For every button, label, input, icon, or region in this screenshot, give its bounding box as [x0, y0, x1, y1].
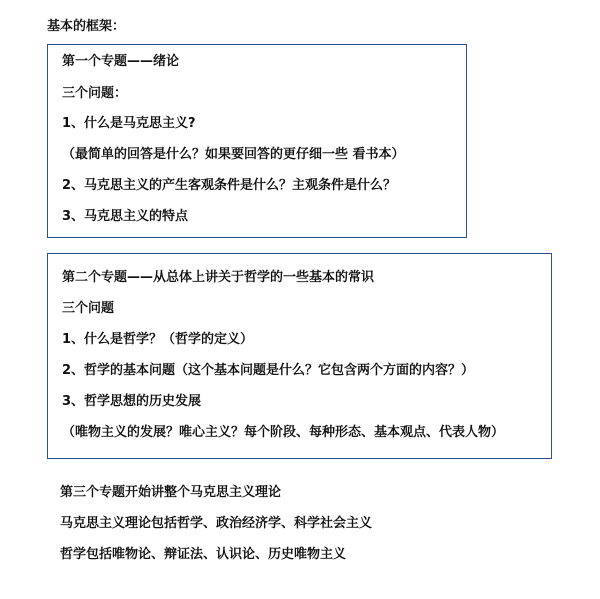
topic3-line-3: 哲学包括唯物论、辩证法、认识论、历史唯物主义: [60, 547, 347, 562]
topic3-line-1: 第三个专题开始讲整个马克思主义理论: [60, 485, 282, 500]
topic1-item-4: 3、马克思主义的特点: [62, 209, 189, 224]
topic2-item-2: 2、哲学的基本问题（这个基本问题是什么？它包含两个方面的内容？）: [62, 363, 475, 378]
topic2-subtitle: 三个问题: [62, 301, 115, 316]
topic3-line-2: 马克思主义理论包括哲学、政治经济学、科学社会主义: [60, 516, 373, 531]
topic1-item-2: （最简单的回答是什么？如果要回答的更仔细一些 看书本）: [62, 147, 405, 162]
topic1-item-1: 1、什么是马克思主义?: [62, 116, 196, 131]
topic2-box: [47, 253, 552, 459]
topic1-box: [47, 44, 467, 238]
page-heading: 基本的框架：: [47, 19, 126, 34]
topic1-subtitle: 三个问题：: [62, 86, 128, 101]
topic2-title: 第二个专题——从总体上讲关于哲学的一些基本的常识: [62, 270, 375, 285]
topic2-item-1: 1、什么是哲学？（哲学的定义）: [62, 332, 254, 347]
topic1-item-3: 2、马克思主义的产生客观条件是什么？主观条件是什么？: [62, 178, 397, 193]
topic2-item-4: （唯物主义的发展？唯心主义？每个阶段、每种形态、基本观点、代表人物）: [62, 425, 505, 440]
topic1-title: 第一个专题——绪论: [62, 54, 180, 69]
topic2-item-3: 3、哲学思想的历史发展: [62, 394, 202, 409]
